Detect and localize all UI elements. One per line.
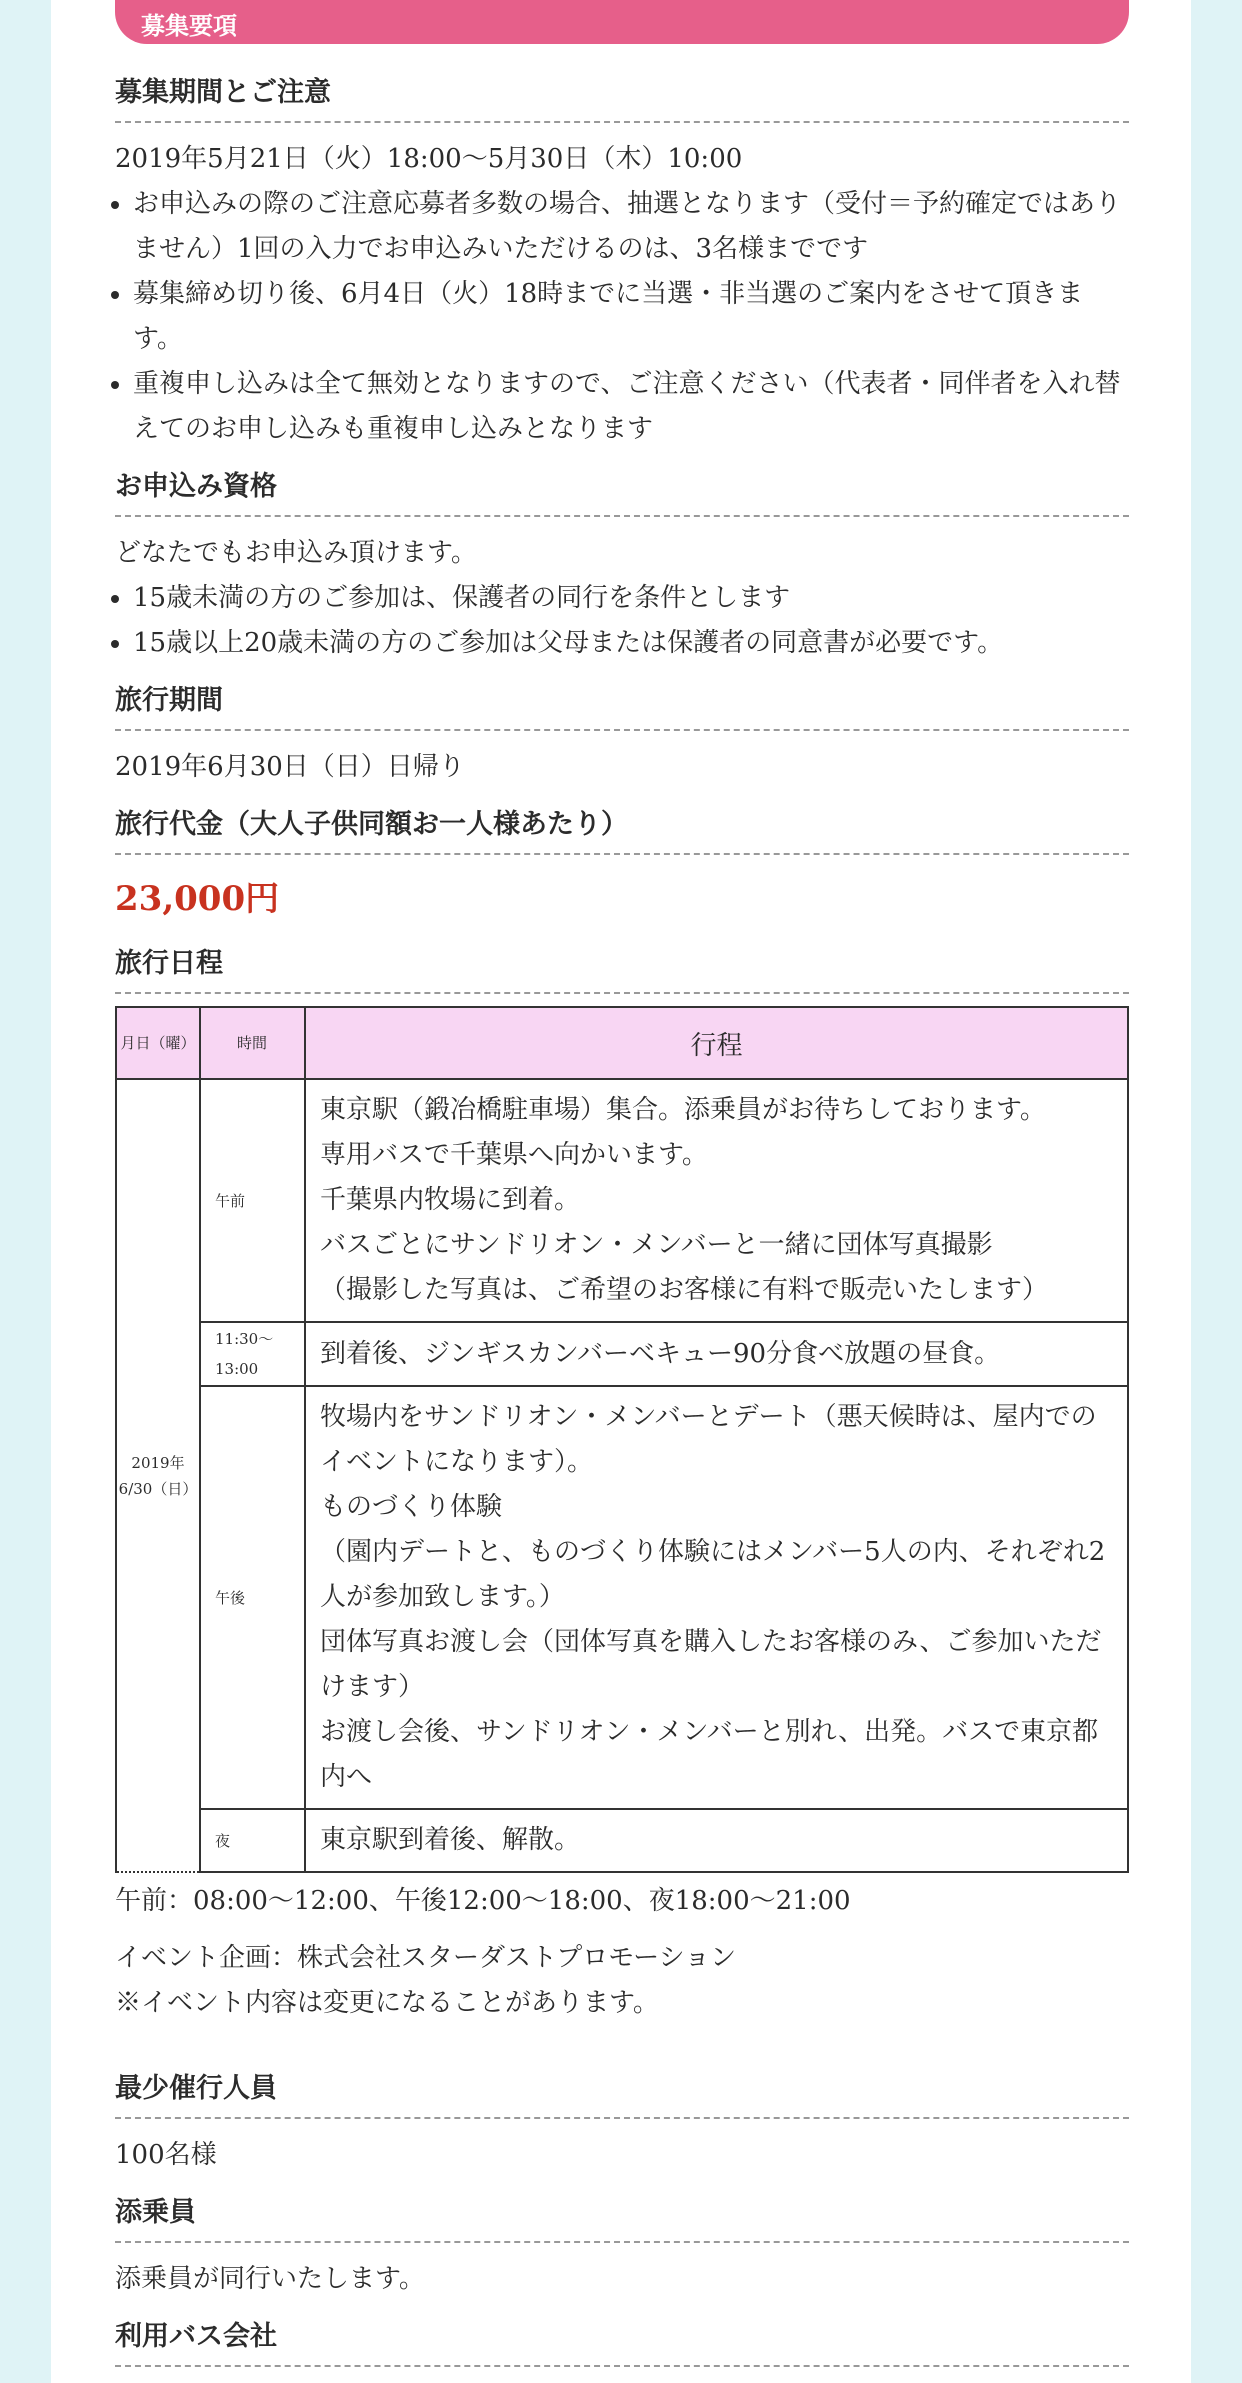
header-schedule: 行程 [305,1007,1128,1079]
schedule-line: 専用バスで千葉県へ向かいます。 [320,1140,708,1170]
header-date: 月日（曜） [116,1007,200,1079]
disclaimer-text: ※イベント内容は変更になることがあります。 [115,1988,659,2018]
time-cell: 11:30〜13:00 [200,1322,305,1386]
time-note: 午前：08:00〜12:00、午後12:00〜18:00、夜18:00〜21:00 [115,1886,851,1916]
schedule-cell [305,1079,1128,1322]
list-item: • 15歳以上20歳未満の方のご参加は父母または保護者の同意書が必要です。 [133,621,1129,666]
section-heading: 添乗員 [115,2190,1129,2243]
schedule-line: 牧場内をサンドリオン・メンバーとデート（悪天候時は、屋内でのイベントになります）。 [320,1402,1097,1477]
travel-price-section [115,802,1129,929]
banner-title: 募集要項 [141,12,237,40]
application-period-section [115,70,1129,452]
time-cell: 夜 [200,1809,305,1872]
itinerary-section [115,941,1129,2026]
section-heading: 旅行代金（大人子供同額お一人様あたり） [115,802,1129,855]
travel-period-text: 2019年6月30日（日）日帰り [115,752,465,782]
schedule-line: 千葉県内牧場に到着。 [320,1185,581,1215]
eligibility-text: どなたでもお申込み頂けます。 [115,538,477,568]
schedule-line: 到着後、ジンギスカンバーベキュー90分食べ放題の昼食。 [320,1338,1001,1369]
section-heading: 最少催行人員 [115,2066,1129,2119]
list-item: • お申込みの際のご注意応募者多数の場合、抽選となります（受付＝予約確定ではありません）1回の入力でお申込みいただけるのは、3名様までです [133,182,1129,272]
section-heading: 利用バス会社 [115,2314,1129,2367]
schedule-line: バスごとにサンドリオン・メンバーと一緒に団体写真撮影 [320,1230,993,1260]
table-row [116,1322,1128,1386]
schedule-line: お渡し会後、サンドリオン・メンバーと別れ、出発。バスで東京都内へ [320,1717,1099,1792]
list-item: • 15歳未満の方のご参加は、保護者の同行を条件とします [133,576,1129,621]
time-cell: 午後 [200,1386,305,1809]
list-item: • 重複申し込みは全て無効となりますので、ご注意ください（代表者・同伴者を入れ替えてのお申し込みも重複申し込みとなります [133,362,1129,452]
date-cell: 2019年6/30（日） [116,1079,200,1872]
schedule-line: ものづくり体験 [320,1492,503,1522]
page [51,0,1191,2383]
organizer-text: イベント企画：株式会社スターダストプロモーション [115,1943,737,1973]
schedule-line: （撮影した写真は、ご希望のお客様に有料で販売いたします） [320,1275,1049,1305]
period-text: 2019年5月21日（火）18:00〜5月30日（木）10:00 [115,144,743,174]
content [115,70,1129,2379]
section-heading: 旅行日程 [115,941,1129,994]
table-row [116,1079,1128,1322]
time-cell: 午前 [200,1079,305,1322]
table-row [116,1809,1128,1872]
table-header-row [116,1007,1128,1079]
section-heading: 旅行期間 [115,678,1129,731]
section-heading: 募集期間とご注意 [115,70,1129,123]
schedule-cell [305,1386,1128,1809]
price-text: 23,000円 [115,879,280,919]
bus-company-section [115,2314,1129,2367]
schedule-cell [305,1322,1128,1386]
min-participants-section [115,2066,1129,2178]
min-participants-text: 100名様 [115,2140,217,2170]
travel-period-section [115,678,1129,790]
tour-conductor-text: 添乗員が同行いたします。 [115,2264,425,2294]
section-banner [115,0,1129,44]
itinerary-table [115,1006,1129,1873]
table-row [116,1386,1128,1809]
schedule-line: 東京駅到着後、解散。 [320,1825,581,1855]
schedule-line: 東京駅（鍛冶橋駐車場）集合。添乗員がお待ちしております。 [320,1095,1046,1125]
schedule-cell [305,1809,1128,1872]
section-heading: お申込み資格 [115,464,1129,517]
notes-list [115,182,1129,452]
notes-list [115,576,1129,666]
list-item: • 募集締め切り後、6月4日（火）18時までに当選・非当選のご案内をさせて頂きます。 [133,272,1129,362]
tour-conductor-section [115,2190,1129,2302]
header-time: 時間 [200,1007,305,1079]
schedule-line: （園内デートと、ものづくり体験にはメンバー5人の内、それぞれ2人が参加致します。） [320,1537,1106,1612]
schedule-line: 団体写真お渡し会（団体写真を購入したお客様のみ、ご参加いただけます） [320,1627,1102,1702]
eligibility-section [115,464,1129,666]
